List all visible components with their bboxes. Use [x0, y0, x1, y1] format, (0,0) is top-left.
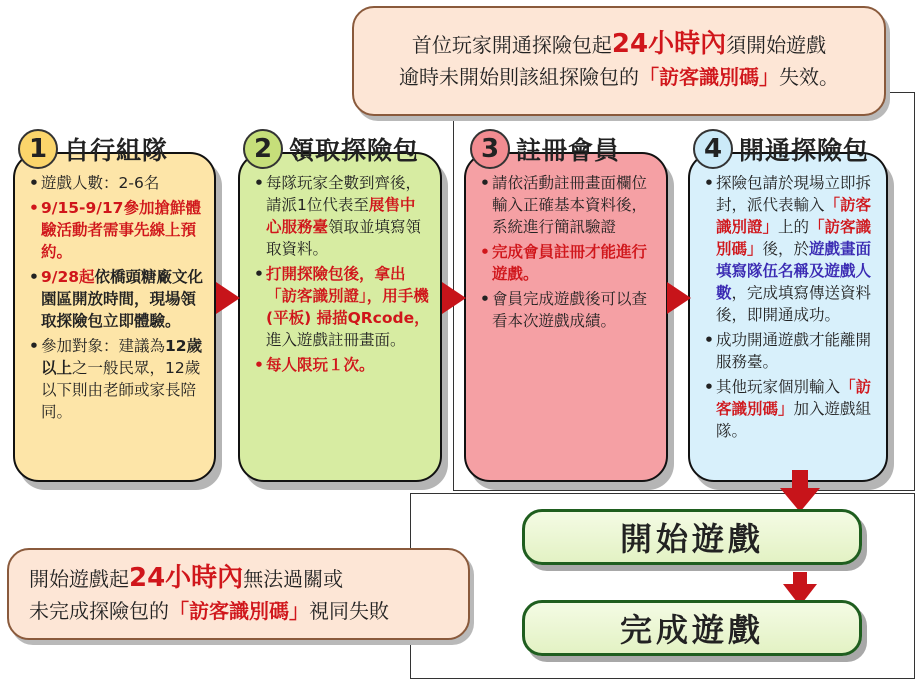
list-item: • 完成會員註冊才能進行遊戲。 — [480, 241, 656, 285]
step-number: 3 — [470, 129, 510, 169]
arrow-right-icon — [216, 282, 240, 314]
notice-top-highlight: 「訪客識別碼」 — [639, 65, 779, 89]
notice-bottom-text: 未完成探險包的 — [29, 599, 169, 623]
arrow-right-icon — [442, 282, 466, 314]
notice-bottom — [7, 548, 470, 640]
step-header-3 — [470, 126, 620, 172]
arrow-right-icon — [667, 282, 691, 314]
step-card-2 — [238, 152, 442, 482]
notice-bottom-highlight: 24小時內 — [129, 563, 244, 593]
list-item: • 探險包請於現場立即拆封，派代表輸入「訪客識別證」上的「訪客識別碼」後，於遊戲畫面填寫隊伍名稱及遊戲人數，完成填寫傳送資料後，即開通成功。 — [704, 172, 876, 326]
list-item: • 參加對象：建議為12歲以上之一般民眾，12歲以下則由老師或家長陪同。 — [29, 335, 204, 423]
step-card-3 — [464, 152, 668, 482]
list-item: • 其他玩家個別輸入「訪客識別碼」加入遊戲組隊。 — [704, 376, 876, 442]
list-item: • 成功開通遊戲才能離開服務臺。 — [704, 329, 876, 373]
notice-top-highlight: 24小時內 — [611, 29, 727, 59]
step-title: 註冊會員 — [516, 136, 621, 165]
list-item: • 遊戲人數：2-6名 — [29, 172, 204, 194]
step-header-2 — [243, 126, 419, 172]
start-game-button: 開始遊戲 — [522, 509, 862, 565]
list-item: • 請依活動註冊畫面欄位輸入正確基本資料後，系統進行簡訊驗證 — [480, 172, 656, 238]
notice-top-text: 逾時未開始則該組探險包的 — [399, 65, 639, 89]
list-item: • 每隊玩家全數到齊後，請派1位代表至展售中心服務臺領取並填寫領取資料。 — [254, 172, 430, 260]
list-item: • 9/15-9/17參加搶鮮體驗活動者需事先線上預約。 — [29, 197, 204, 263]
step-header-4 — [693, 126, 869, 172]
step-title: 自行組隊 — [64, 136, 169, 165]
list-item: • 會員完成遊戲後可以查看本次遊戲成績。 — [480, 288, 656, 332]
step-header-1 — [18, 126, 168, 172]
step-card-1 — [13, 152, 216, 482]
notice-bottom-text: 開始遊戲起 — [29, 567, 129, 591]
notice-top-text: 失效。 — [779, 65, 839, 89]
notice-top-text: 須開始遊戲 — [726, 33, 827, 57]
notice-bottom-highlight: 「訪客識別碼」 — [169, 599, 309, 623]
list-item: • 每人限玩１次。 — [254, 354, 430, 376]
notice-bottom-text: 視同失敗 — [309, 599, 389, 623]
notice-top-text: 首位玩家開通探險包起 — [411, 33, 612, 57]
step-number: 2 — [243, 129, 283, 169]
notice-top — [352, 6, 886, 116]
list-item: • 9/28起依橋頭糖廠文化園區開放時間，現場領取探險包立即體驗。 — [29, 266, 204, 332]
finish-game-button: 完成遊戲 — [522, 600, 862, 656]
step-title: 開通探險包 — [739, 136, 870, 165]
step-title: 領取探險包 — [289, 136, 420, 165]
step-number: 4 — [693, 129, 733, 169]
notice-bottom-text: 無法過關或 — [243, 567, 344, 591]
list-item: • 打開探險包後，拿出「訪客識別證」，用手機 (平板) 掃描QRcode，進入遊戲註冊畫面。 — [254, 263, 430, 351]
arrow-down-icon — [778, 470, 822, 514]
step-number: 1 — [18, 129, 58, 169]
step-card-4 — [688, 152, 888, 482]
